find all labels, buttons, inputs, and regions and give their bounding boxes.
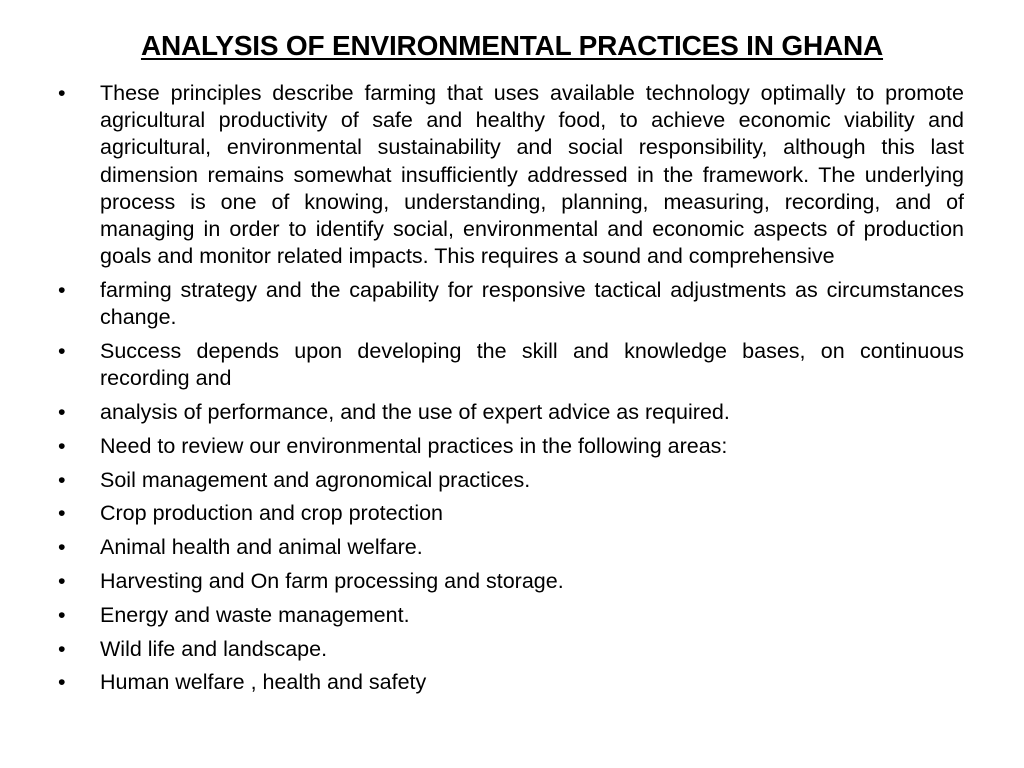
bullet-item — [58, 80, 964, 270]
bullet-list — [58, 80, 964, 703]
bullet-item — [58, 669, 964, 696]
bullet-item — [58, 399, 964, 426]
bullet-marker-icon: • — [58, 467, 66, 492]
bullet-text: Success depends upon developing the skill and knowledge bases, on continuous recording and — [100, 339, 964, 391]
bullet-marker-icon: • — [58, 501, 66, 526]
bullet-text: analysis of performance, and the use of expert advice as required. — [100, 400, 730, 425]
bullet-marker-icon: • — [58, 670, 66, 695]
bullet-item — [58, 500, 964, 527]
bullet-text: Human welfare , health and safety — [100, 670, 427, 695]
bullet-text: Harvesting and On farm processing and storage. — [100, 569, 564, 593]
bullet-item — [58, 568, 964, 595]
bullet-marker-icon: • — [58, 569, 66, 593]
bullet-item — [58, 467, 964, 494]
bullet-text: Soil management and agronomical practices. — [100, 467, 531, 492]
bullet-marker-icon: • — [58, 81, 66, 105]
bullet-text: farming strategy and the capability for responsive tactical adjustments as circumstances change. — [100, 278, 964, 330]
bullet-text: Wild life and landscape. — [100, 636, 328, 661]
bullet-marker-icon: • — [58, 433, 66, 458]
bullet-text: Crop production and crop protection — [100, 501, 444, 526]
bullet-marker-icon: • — [58, 602, 66, 627]
bullet-marker-icon: • — [58, 278, 66, 303]
bullet-item — [58, 636, 964, 663]
bullet-marker-icon: • — [58, 535, 66, 560]
bullet-item — [58, 534, 964, 561]
slide-title: ANALYSIS OF ENVIRONMENTAL PRACTICES IN GHANA — [140, 30, 884, 61]
bullet-marker-icon: • — [58, 339, 66, 364]
bullet-text: These principles describe farming that uses available technology optimally to promote agricultural productivity of safe and healthy food, to achieve economic viability and agricultural, environmental sustainability and social responsibility, although this last dimension remains somewhat insufficiently addressed in the framework. The underlying process is one of knowing, understanding, planning, measuring, recording, and of managing in order to identify social, environmental and economic aspects of production goals and monitor related impacts. This requires a sound and comprehensive — [100, 81, 964, 269]
bullet-marker-icon: • — [58, 636, 66, 661]
bullet-item — [58, 602, 964, 629]
bullet-item — [58, 433, 964, 460]
bullet-text: Need to review our environmental practices in the following areas: — [100, 433, 728, 458]
bullet-text: Animal health and animal welfare. — [100, 535, 423, 560]
bullet-item — [58, 277, 964, 331]
bullet-marker-icon: • — [58, 400, 66, 425]
bullet-text: Energy and waste management. — [100, 602, 410, 627]
bullet-item — [58, 338, 964, 392]
